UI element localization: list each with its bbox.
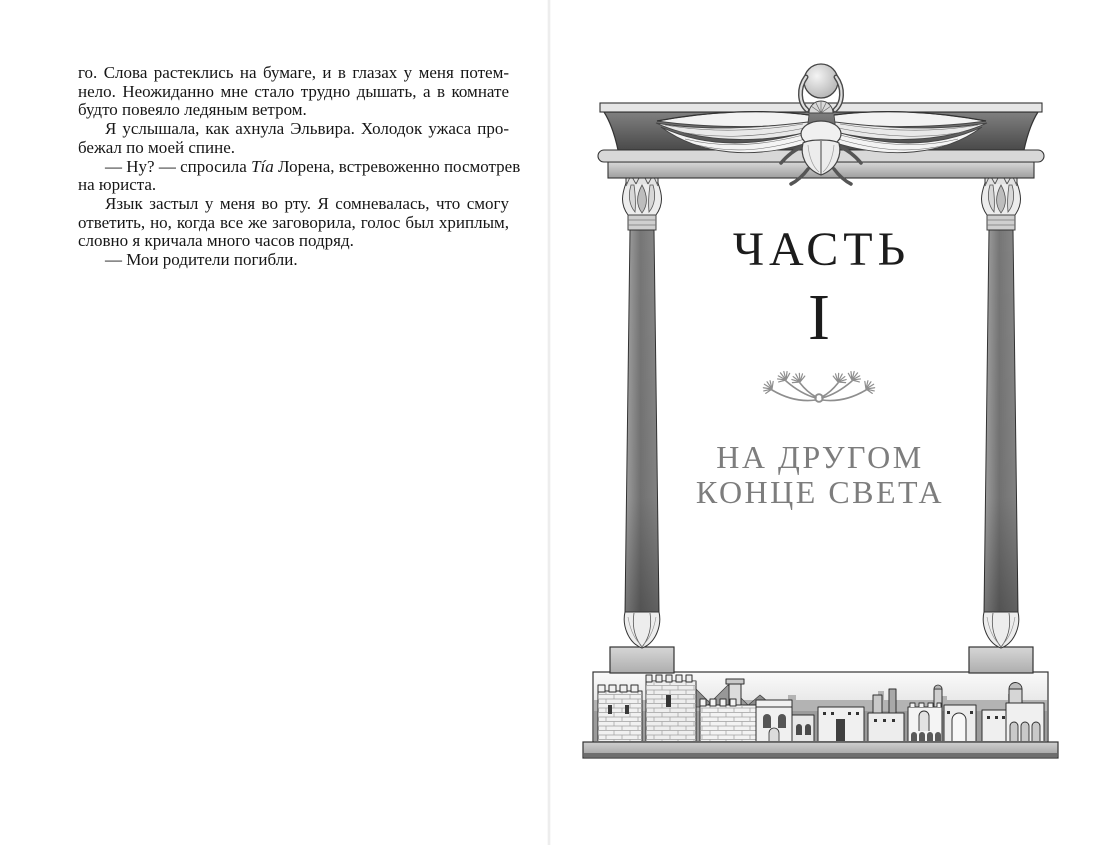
text-line: словно я кричала много часов подряд. (78, 231, 354, 251)
text-line: нело. Неожиданно мне стало трудно дышать, а в комнате (78, 81, 509, 101)
text-line: будто повеяло ледяным ветром. (78, 100, 307, 120)
dialogue-prefix: — Ну? — спросила (105, 156, 252, 176)
egyptian-gate-illustration (578, 55, 1060, 765)
sun-disk (804, 64, 838, 98)
page-gutter (547, 0, 551, 845)
dialogue-italic-word: Tía (251, 156, 274, 176)
egyptian-column-right (969, 172, 1033, 673)
text-line: го. Слова растеклись на бумаге, и в глазах у меня потем- (78, 63, 509, 82)
text-line: бежал по моей спине. (78, 137, 235, 157)
cityscape-frieze (583, 672, 1058, 758)
left-page (78, 63, 521, 270)
part-title-line2: КОНЦЕ СВЕТА (695, 474, 945, 510)
right-page (578, 0, 1060, 845)
text-line: — Мои родители погибли. (105, 250, 298, 270)
egyptian-column-left (610, 172, 674, 673)
text-line: ответить, но, когда все же заговорила, голос был хриплым, (78, 212, 509, 232)
part-label: ЧАСТЬ (732, 223, 911, 276)
part-title-line1: НА ДРУГОМ (716, 439, 924, 475)
text-line: Я услышала, как ахнула Эльвира. Холодок ужаса про- (105, 119, 509, 139)
part-number: I (808, 281, 830, 354)
dialogue-suffix: Лорена, встревоженно посмотрев (273, 156, 521, 176)
text-line: Язык застыл у меня во рту. Я сомневалась, что смогу (105, 193, 509, 213)
text-line: на юриста. (78, 175, 157, 195)
text-line-dialogue (78, 156, 521, 177)
